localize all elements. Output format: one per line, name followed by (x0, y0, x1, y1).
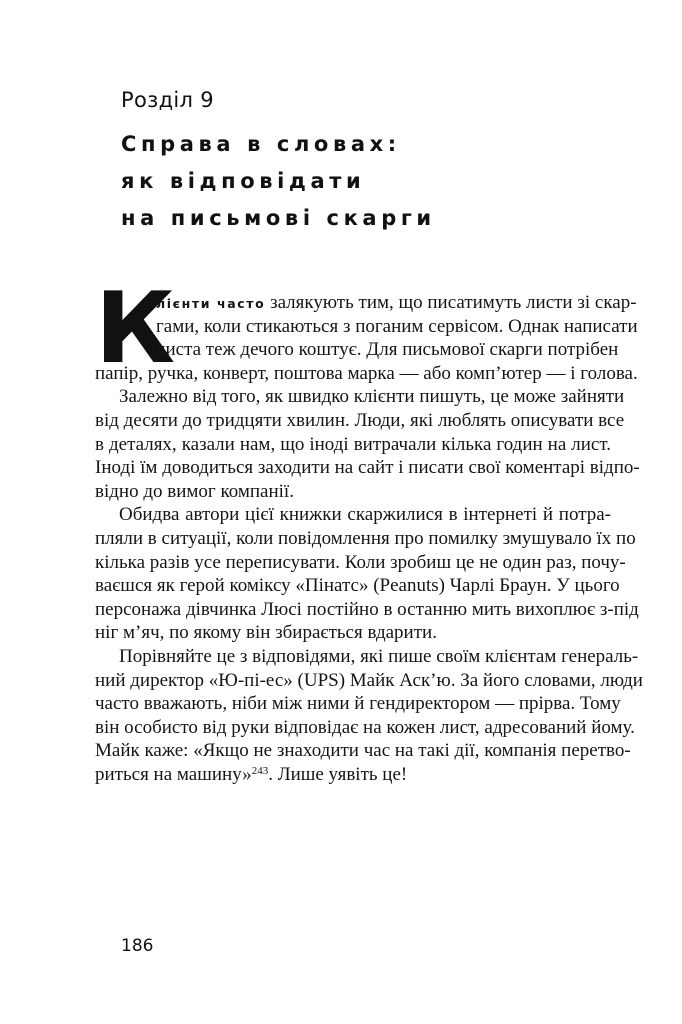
footnote-reference: 243 (251, 764, 269, 777)
text-line (156, 291, 637, 315)
text-line: Залежно від того, як швидко клієнти пишуть, це може зайняти (119, 386, 625, 408)
page-number: 186 (121, 936, 154, 956)
text-line: гами, коли стикаються з поганим сервісом. Однак написати (156, 315, 638, 337)
lead-in-small-caps: лієнти часто (156, 296, 266, 311)
text-line: Порівняйте це з відповідями, які пише своїм клієнтам генераль- (119, 645, 639, 667)
text-line (95, 763, 611, 787)
text-line: папір, ручка, конверт, поштова марка — або комп’ютер — і голова. (95, 362, 638, 384)
text-line: персонажа дівчинка Люсі постійно в останню мить вихоплює з-під (95, 598, 639, 620)
text-line: пляли в ситуації, коли повідомлення про помилку змушувало їх по (95, 527, 636, 549)
text-line: ніг м’яч, по якому він збирається вдарити. (95, 622, 437, 644)
text-line: ний директор «Ю-пі-ес» (UPS) Майк Аск’ю. За його словами, люди (95, 669, 643, 691)
body-text (95, 291, 643, 786)
text-line: Іноді їм доводиться заходити на сайт і писати свої коментарі відпо- (95, 457, 640, 479)
text-line: кілька разів усе переписувати. Коли зробиш це не один раз, почу- (95, 551, 626, 573)
chapter-title-line: на письмові скарги (121, 206, 436, 230)
chapter-title-line: Справа в словах: (121, 132, 401, 156)
text-line: від десяти до тридцяти хвилин. Люди, які люблять описувати все (95, 409, 625, 431)
text-line: ваєшся як герой коміксу «Пінатс» (Peanuts) Чарлі Браун. У цього (95, 575, 620, 597)
chapter-title (121, 126, 436, 237)
text-line: Обидва автори цієї книжки скаржилися в інтернеті й потра- (119, 504, 611, 526)
text-line: відно до вимог компанії. (95, 480, 294, 502)
text-line: листа теж дечого коштує. Для письмової скарги потрібен (156, 339, 619, 361)
text-line: він особисто від руки відповідає на кожен лист, адресований йому. (95, 716, 635, 738)
text-line-content: риться на машину» (95, 763, 252, 785)
chapter-title-line: як відповідати (121, 169, 366, 193)
text-line: в деталях, казали нам, що іноді витрачали кілька годин на лист. (95, 433, 611, 455)
text-line: часто вважають, ніби між ними й гендиректором — прірва. Тому (95, 693, 621, 715)
chapter-label: Розділ 9 (121, 88, 214, 112)
text-line-content: . Лише уявіть це! (268, 763, 408, 785)
text-line-content: залякують тим, що писатимуть листи зі скар- (270, 292, 637, 313)
text-line: Майк каже: «Якщо не знаходити час на такі дії, компанія перетво- (95, 740, 631, 762)
drop-cap: К (95, 272, 176, 386)
